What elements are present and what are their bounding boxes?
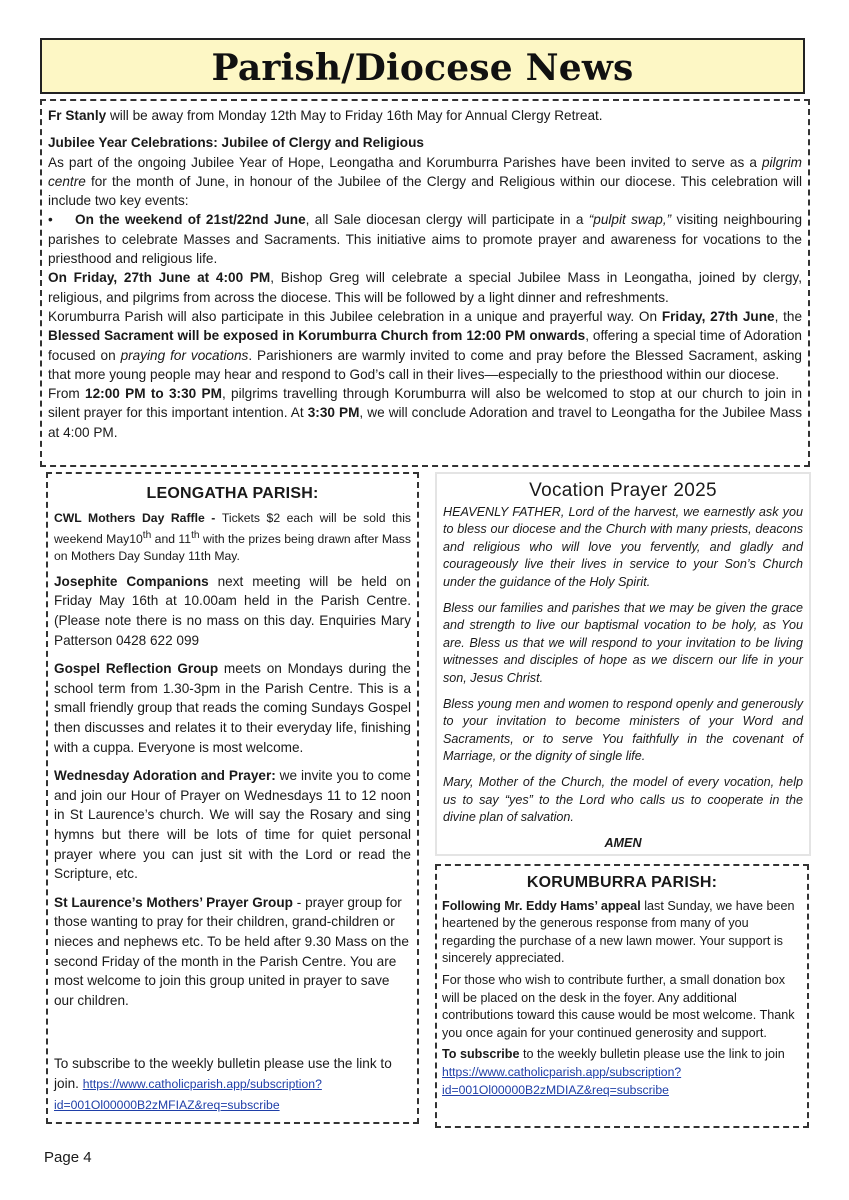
donation-notice: For those who wish to contribute further, a small donation box will be placed on the desk in the foyer. Any additional contributions toward this cause would be most welcome. Thank you once again for your continued generosity and support.: [442, 972, 795, 1040]
jubilee-heading: [48, 133, 802, 152]
jubilee-mass-notice: [48, 268, 802, 307]
gospel-group-notice: [54, 659, 411, 757]
korumburra-parish-section: [435, 864, 809, 1128]
raffle-a: Tickets $2 each will be sold this weekend May10: [54, 510, 412, 547]
raffle-sup2: th: [191, 530, 200, 541]
leongatha-parish-section: [46, 472, 419, 1124]
intro-b: for the month of June, in honour of the Jubilee of the Clergy and Religious within our diocese. This celebration will include two key events:: [48, 173, 802, 209]
bullet-em: “pulpit swap,”: [588, 212, 672, 228]
korumburra-adoration-notice: [48, 307, 802, 384]
gospel-text: meets on Mondays during the school term from 1.30-3pm in the Parish Centre. This is a small friendly group that reads the coming Sundays Gospel then discusses and relates it to their everyday life, finishing with a cuppa. Everyone is most welcome.: [54, 661, 411, 755]
page-title: Parish/Diocese News: [211, 47, 634, 89]
kor-em: praying for vocations: [120, 347, 249, 363]
leongatha-subscribe-text: To subscribe to the weekly bulletin please use the link to join.: [54, 1056, 392, 1091]
kor-bold2: Blessed Sacrament will be exposed in Korumburra Church from 12:00 PM onwards: [48, 328, 586, 344]
page-number: Page 4: [44, 1149, 92, 1166]
wednesday-adoration-notice: [54, 766, 411, 884]
mothers-text: - prayer group for those wanting to pray for their children, grand-children or nieces and nephews etc. To be held after 9.30 Mass on the second Friday of the month in the Parish Centre. You are most welcome to join this group united in prayer to save our children.: [54, 894, 409, 1008]
from-a: From: [48, 386, 86, 402]
page-title-banner: [40, 38, 805, 94]
friday-bold: On Friday, 27th June at 4:00 PM: [48, 270, 271, 286]
mower-bold: Following Mr. Eddy Hams’ appeal: [442, 898, 641, 913]
jubilee-heading-text: Jubilee Year Celebrations: Jubilee of Clergy and Religious: [48, 135, 424, 151]
vocation-prayer-heading: Vocation Prayer 2025: [529, 480, 717, 501]
mothers-bold: St Laurence’s Mothers’ Prayer Group: [54, 894, 293, 910]
josephite-text: next meeting will be held on Friday May 16th at 10.00am held in the Parish Centre. (Please note there is no mass on this day. Enquiries Mary Patterson 0428 622 099: [54, 573, 411, 648]
raffle-c: with the prizes being drawn after Mass on Mothers Day Sunday 11th May.: [54, 532, 411, 564]
kor-a: Korumburra Parish will also participate in this Jubilee celebration in a unique and prayerful way. On: [48, 308, 662, 324]
kor-c: , offering a special time of Adoration focused on: [48, 328, 802, 363]
raffle-b: and 11: [151, 532, 192, 547]
gospel-bold: Gospel Reflection Group: [54, 661, 219, 677]
prayer-paragraph-1: HEAVENLY FATHER, Lord of the harvest, we earnestly ask you to bless our diocese and the Church with many priests, deacons and religious who will love you fervently, and gladly and courageously live their lives in service to your Son’s Church under the guidance of the Holy Spirit.: [443, 504, 803, 589]
friday-text: , Bishop Greg will celebrate a special Jubilee Mass in Leongatha, joined by clergy, religious, and pilgrims from across the diocese. This will be followed by a light dinner and refreshments.: [48, 270, 802, 305]
from-bold1: 12:00 PM to 3:30 PM: [85, 386, 222, 402]
mower-text: last Sunday, we have been heartened by the generous response from many of you regarding the purchase of a new lawn mower. Your support is sincerely appreciated.: [442, 898, 795, 966]
from-bold2: 3:30 PM: [307, 405, 360, 421]
leongatha-subscribe: [54, 1054, 411, 1115]
wednesday-bold: Wednesday Adoration and Prayer:: [54, 768, 276, 784]
vocation-prayer-section: [435, 472, 811, 856]
korumburra-subscribe: [442, 1046, 802, 1099]
from-c: , we will conclude Adoration and travel to Leongatha for the Jubilee Mass at 4:00 PM.: [48, 405, 803, 440]
bullet-bold: On the weekend of 21st/22nd June: [75, 212, 306, 228]
diocese-news-section: [40, 99, 810, 467]
raffle-bold: CWL Mothers Day Raffle -: [54, 510, 222, 525]
prayer-amen: AMEN: [604, 835, 642, 850]
prayer-paragraph-3: Bless young men and women to respond openly and generously to your invitation to become ministers of your Word and Sacraments, or to serve You faithfully in the covenant of Marriage, or the dignity of single life.: [443, 696, 803, 764]
bullet-a: , all Sale diocesan clergy will participate in a: [305, 212, 589, 228]
stanly-name: Fr Stanly: [48, 108, 107, 123]
korumburra-heading: KORUMBURRA PARISH:: [526, 874, 718, 891]
mothers-prayer-notice: [54, 893, 411, 1011]
bullet-icon: •: [48, 212, 53, 228]
josephite-notice: [54, 572, 411, 650]
bullet-b: visiting neighbouring parishes to celebrate Masses and Sacraments. This initiative aims to promote prayer and awareness for vocations to the priesthood and religious life.: [48, 212, 802, 267]
raffle-sup1: th: [142, 530, 152, 541]
kor-subscribe-text: to the weekly bulletin please use the link to join: [519, 1047, 785, 1062]
jubilee-intro: [48, 153, 802, 211]
from-b: , pilgrims travelling through Korumburra will also be welcomed to stop at our church to join in silent prayer for this important intention. At: [48, 386, 803, 421]
stanly-text: will be away from Monday 12th May to Friday 16th May for Annual Clergy Retreat.: [106, 108, 603, 123]
wednesday-text: we invite you to come and join our Hour of Prayer on Wednesdays 11 to 12 noon in St Laurence’s church. We will say the Rosary and sing hymns but there will be lots of time for quiet personal prayer where you can just sit with the Lord or read the Scripture, etc.: [54, 768, 411, 882]
lawn-mower-notice: [442, 898, 802, 968]
korumburra-subscribe-link[interactable]: https://www.catholicparish.app/subscription?id=001Ol00000B2zMDIAZ&req=subscribe: [442, 1064, 682, 1097]
stanly-notice: [48, 106, 802, 125]
pilgrims-notice: [48, 384, 802, 442]
prayer-paragraph-4: Mary, Mother of the Church, the model of every vocation, help us to say “yes” to the Lord who calls us to cooperate in the divine plan of salvation.: [443, 774, 803, 825]
pulpit-swap-item: [48, 210, 802, 268]
kor-b: , the: [774, 308, 803, 324]
leongatha-heading: LEONGATHA PARISH:: [146, 485, 319, 502]
kor-bold1: Friday, 27th June: [661, 308, 775, 324]
prayer-paragraph-2: Bless our families and parishes that we may be given the grace and strength to live our baptismal vocation to be holy, as You are. Bless us that we will respond to your invitation to be living witnesses and disciples of hope as we discern our life in your son, Jesus Christ.: [443, 600, 803, 685]
kor-d: . Parishioners are warmly invited to come and pray before the Blessed Sacrament, asking that more young people may hear and respond to God’s call in their lives—especially to the priesthood within our diocese.: [48, 347, 802, 382]
intro-a: As part of the ongoing Jubilee Year of Hope, Leongatha and Korumburra Parishes have been invited to serve as a: [48, 154, 762, 170]
josephite-bold: Josephite Companions: [54, 573, 209, 589]
raffle-notice: [54, 510, 411, 566]
leongatha-subscribe-link[interactable]: https://www.catholicparish.app/subscription?id=001Ol00000B2zMFIAZ&req=subscribe: [54, 1076, 322, 1112]
intro-em: pilgrim centre: [48, 154, 802, 189]
kor-subscribe-bold: To subscribe: [442, 1047, 520, 1062]
